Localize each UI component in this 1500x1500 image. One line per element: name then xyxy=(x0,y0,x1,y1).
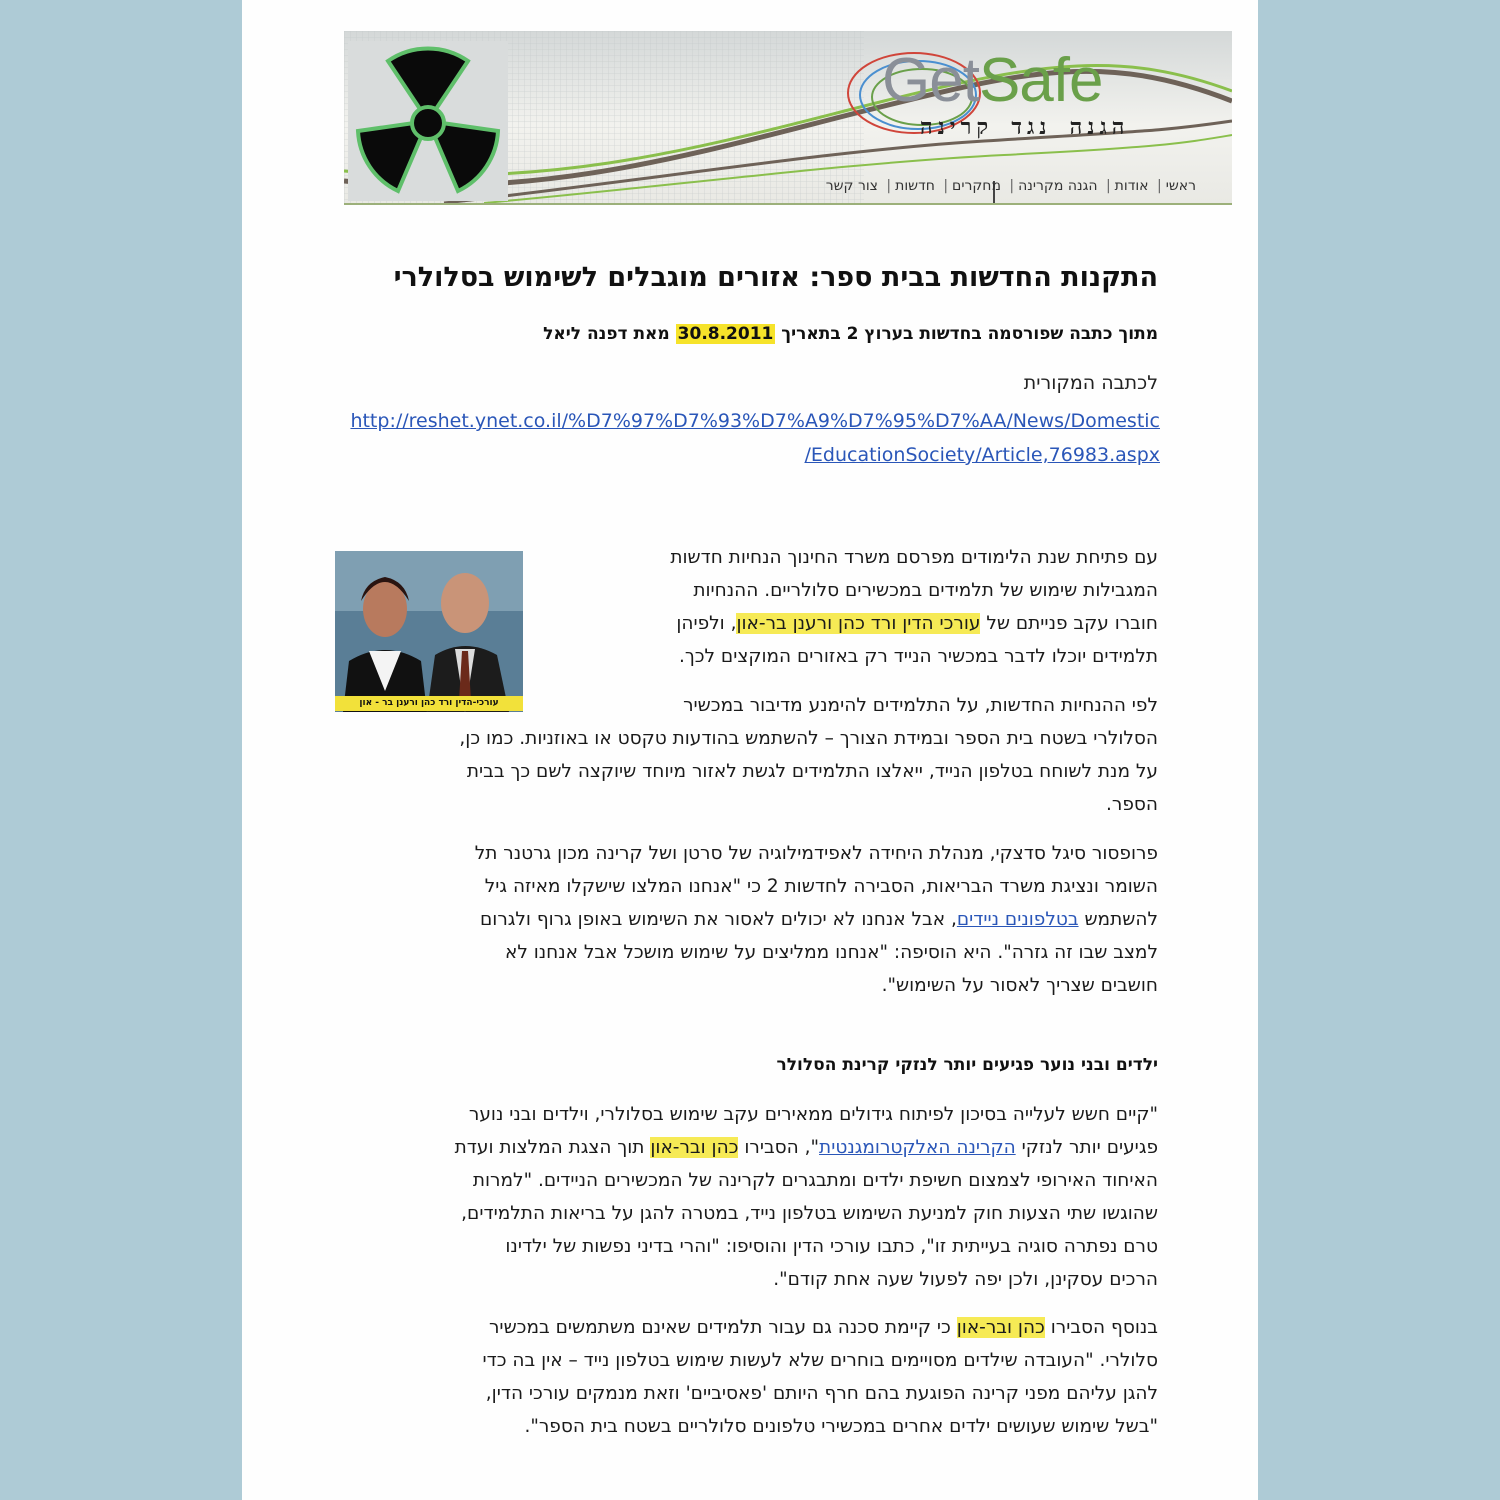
url-line-2[interactable]: /EducationSociety/Article,76983.aspx xyxy=(804,444,1160,466)
p4-line xyxy=(328,1131,1158,1164)
original-article-link[interactable] xyxy=(318,404,1160,472)
mobile-phones-link[interactable]: בטלפונים ניידים xyxy=(956,909,1079,930)
p5-text: בנוסף הסבירו xyxy=(1050,1317,1158,1338)
nav-separator: | xyxy=(943,178,949,194)
p5-line: "בשל שימוש שעושים ילדים אחרים במכשירי טלפונים סלולריים בשטח בית הספר". xyxy=(524,1416,1158,1437)
p3-text: להשתמש xyxy=(1084,909,1158,930)
logo-safe: Safe xyxy=(978,46,1103,115)
nav-news[interactable]: חדשות xyxy=(895,178,935,194)
byline-date: 30.8.2011 xyxy=(677,324,774,344)
p3-line: למצב שבו זה גזרה". היא הוסיפה: "אנחנו ממליצים על שימוש מושכל אבל אנחנו לא xyxy=(504,942,1158,963)
paragraph-4 xyxy=(328,1098,1158,1296)
p4-highlight-lawyers: כהן ובר-און xyxy=(650,1137,739,1158)
p4-line: "קיים חשש לעלייה בסיכון לפיתוח גידולים ממאירים עקב שימוש בסלולרי, וילדים ובני נוער xyxy=(468,1104,1158,1125)
p4-line: הרכים עסקינן, ולכן יפה לפעול שעה אחת קודם". xyxy=(773,1269,1158,1290)
radiation-icon xyxy=(348,41,508,201)
p4-text: ", הסבירו xyxy=(744,1137,820,1158)
p4-line: טרם נפתרה סוגיה בעייתית זו", כתבו עורכי הדין והוסיפו: "והרי בדיני נפשות של ילדינו xyxy=(505,1236,1158,1257)
p5-text: כי קיימת סכנה גם עבור תלמידים שאינם משתמשים במכשיר xyxy=(488,1317,951,1338)
site-nav xyxy=(822,178,1200,194)
p4-text: תוך הצגת המלצות ועדת xyxy=(454,1137,645,1158)
p3-text: , אבל אנחנו לא יכולים לאסור את השימוש באופן גרוף ולגרום xyxy=(480,909,957,930)
nav-about[interactable]: אודות xyxy=(1114,178,1149,194)
electromagnetic-radiation-link[interactable]: הקרינה האלקטרומגנטית xyxy=(819,1137,1016,1158)
nav-protection[interactable]: הגנה מקרינה xyxy=(1018,178,1098,194)
p3-line xyxy=(328,903,1158,936)
nav-separator: | xyxy=(1156,178,1162,194)
nav-research[interactable]: מחקרים xyxy=(952,178,1001,194)
p3-line: פרופסור סיגל סדצקי, מנהלת היחידה לאפידמילוגיה של סרטן ושל קרינה מכון גרטנר תל xyxy=(474,843,1158,864)
photo-caption: עורכי-הדין ורד כהן ורענן בר - און xyxy=(335,696,523,711)
getsafe-logo xyxy=(882,46,1103,115)
p4-text: פגיעים יותר לנזקי xyxy=(1021,1137,1158,1158)
article-title: התקנות החדשות בבית ספר: אזורים מוגבלים לשימוש בסלולרי xyxy=(393,262,1158,293)
p1-text: חוברו עקב פנייתם של xyxy=(986,613,1158,634)
p2-line: הספר. xyxy=(1106,794,1158,815)
article-byline xyxy=(543,324,1158,344)
nav-home[interactable]: ראשי xyxy=(1165,178,1196,194)
p2-line: על מנת לשוחח בטלפון הנייד, ייאלצו התלמידים לגשת לאזור מיוחד שיוקצה לשם כך בבית xyxy=(466,761,1158,782)
paragraph-5 xyxy=(328,1311,1158,1443)
logo-subtitle: הגנה נגד קרינה xyxy=(920,115,1130,140)
logo-get: Get xyxy=(882,46,979,115)
p5-line: סלולרי. "העובדה שילדים מסויימים בוחרים שלא לעשות שימוש בטלפון נייד – אין בה כדי xyxy=(482,1350,1158,1371)
nav-contact[interactable]: צור קשר xyxy=(825,178,878,194)
lawyers-photo xyxy=(335,551,523,712)
paragraph-2 xyxy=(328,689,1158,821)
nav-separator: | xyxy=(886,178,892,194)
p3-line: השומר ונציגת משרד הבריאות, הסבירה לחדשות 2 כי "אנחנו המלצו שישקלו מאיזה גיל xyxy=(484,876,1158,897)
paragraph-1 xyxy=(588,541,1158,673)
nav-separator: | xyxy=(1105,178,1111,194)
p5-highlight-lawyers: כהן ובר-און xyxy=(956,1317,1045,1338)
p3-line: חושבים שצריך לאסור על השימוש". xyxy=(881,975,1158,996)
p5-line: להגן עליהם מפני קרינה הפוגעת בהם חרף היותם 'פאסיביים' וזאת מנמקים עורכי הדין, xyxy=(485,1383,1158,1404)
p4-line: האיחוד האירופי לצמצום חשיפת ילדים ומתבגרים לקרינה של המכשירים הניידים. "למרות xyxy=(472,1170,1158,1191)
p2-line: הסלולרי בשטח בית הספר ובמידת הצורך – להשתמש בהודעות טקסט או באוזניות. כמו כן, xyxy=(459,728,1158,749)
p1-line: תלמידים יוכלו לדבר במכשיר הנייד רק באזורים המוקצים לכך. xyxy=(678,646,1158,667)
nav-separator: | xyxy=(1009,178,1015,194)
paragraph-3 xyxy=(328,837,1158,1002)
p1-line xyxy=(588,607,1158,640)
p1-line: המגבילות שימוש של תלמידים במכשירים סלולריים. ההנחיות xyxy=(693,580,1158,601)
p4-line: שהוגשו שתי הצעות חוק למניעת השימוש בטלפון נייד, במטרה להגן על בריאות התלמידים, xyxy=(461,1203,1158,1224)
lawyers-photo-image xyxy=(335,551,523,712)
byline-prefix: מתוך כתבה שפורסמה בחדשות בערוץ 2 בתאריך xyxy=(781,324,1158,344)
byline-author: מאת דפנה ליאל xyxy=(543,324,670,344)
url-line-1[interactable]: http://reshet.ynet.co.il/%D7%97%D7%93%D7%A9%D7%95%D7%AA/News/Domestic xyxy=(350,410,1160,432)
p2-line: לפי ההנחיות החדשות, על התלמידים להימנע מדיבור במכשיר xyxy=(683,695,1158,716)
p1-text: , ולפיהן xyxy=(676,613,737,634)
p1-highlight-lawyers: עורכי הדין ורד כהן ורענן בר-און xyxy=(736,613,981,634)
original-article-label: לכתבה המקורית xyxy=(1023,372,1158,394)
p1-line: עם פתיחת שנת הלימודים מפרסם משרד החינוך הנחיות חדשות xyxy=(670,547,1158,568)
section-heading: ילדים ובני נוער פגיעים יותר לנזקי קרינת הסלולר xyxy=(776,1055,1158,1075)
p5-line xyxy=(328,1311,1158,1344)
